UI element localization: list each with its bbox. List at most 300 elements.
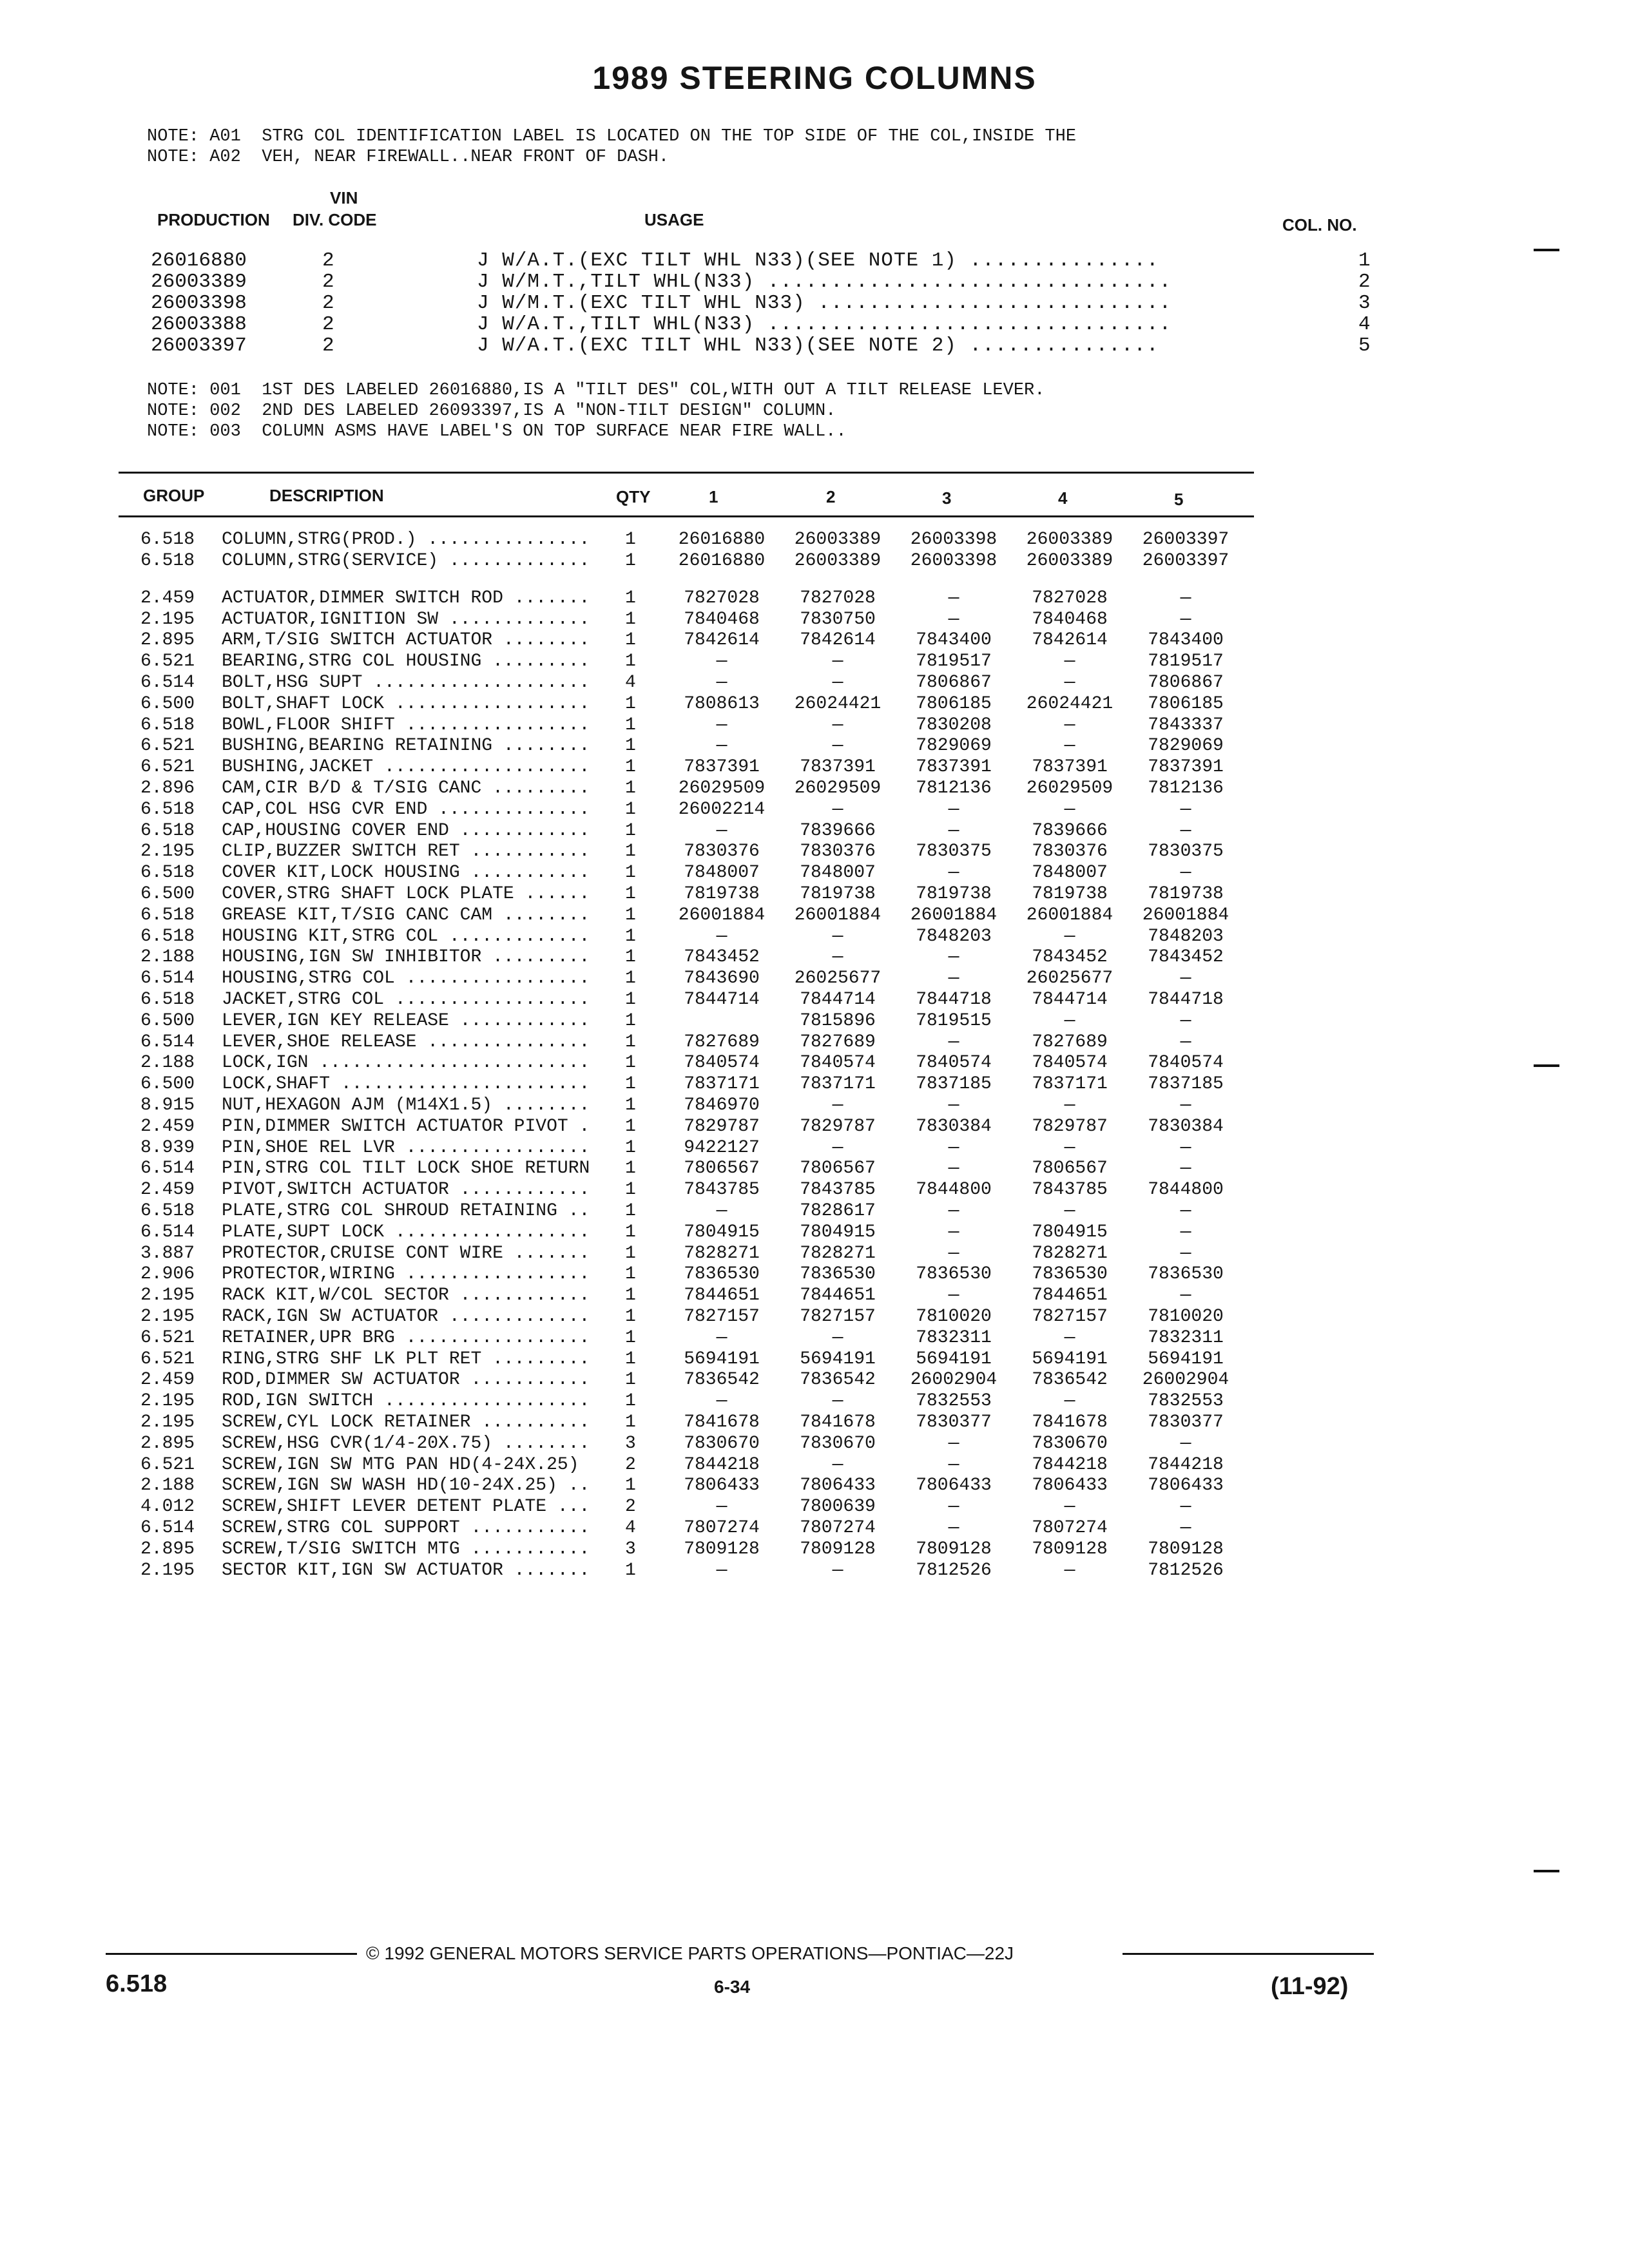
part-group: 6.500 — [140, 693, 195, 714]
part-description: ROD,DIMMER SW ACTUATOR ........... — [222, 1370, 590, 1390]
part-col-4: 26001884 — [1026, 905, 1113, 925]
part-group: 6.500 — [140, 1010, 195, 1031]
part-col-5: 7840574 — [1148, 1053, 1224, 1073]
part-col-1: 7836542 — [684, 1370, 760, 1390]
usage-header-col-no: COL. NO. — [1282, 215, 1357, 235]
part-group: 6.518 — [140, 530, 195, 550]
table-row — [0, 715, 1629, 736]
usage-div-code: 2 — [322, 313, 334, 336]
part-col-3: — — [948, 1095, 959, 1115]
part-col-1: 7843690 — [684, 968, 760, 989]
table-row — [0, 1095, 1629, 1116]
part-col-2: 7827028 — [800, 588, 876, 608]
part-col-4: — — [1064, 736, 1075, 756]
part-col-1: 9422127 — [684, 1137, 760, 1158]
part-col-5: 7844718 — [1148, 990, 1224, 1010]
usage-col-no: 2 — [1358, 271, 1371, 293]
part-qty: 1 — [625, 530, 636, 550]
part-col-2: — — [832, 1137, 843, 1158]
part-qty: 1 — [625, 757, 636, 778]
part-qty: 1 — [625, 1201, 636, 1221]
part-description: HOUSING,IGN SW INHIBITOR ......... — [222, 947, 590, 968]
part-description: BOWL,FLOOR SHIFT ................. — [222, 715, 590, 735]
part-qty: 1 — [625, 1095, 636, 1115]
part-col-4: 7819738 — [1032, 884, 1108, 904]
part-col-5: 26003397 — [1142, 550, 1229, 571]
table-row — [0, 841, 1629, 862]
part-col-2: 7829787 — [800, 1116, 876, 1137]
table-row — [0, 1433, 1629, 1454]
part-col-2: 7827689 — [800, 1032, 876, 1052]
part-qty: 1 — [625, 1370, 636, 1390]
part-description: SECTOR KIT,IGN SW ACTUATOR ....... — [222, 1560, 590, 1581]
part-description: SCREW,CYL LOCK RETAINER .......... — [222, 1412, 590, 1432]
table-row — [0, 968, 1629, 989]
part-col-2: 5694191 — [800, 1349, 876, 1369]
part-col-5: — — [1180, 609, 1191, 629]
part-group: 6.518 — [140, 863, 195, 883]
part-group: 2.895 — [140, 1539, 195, 1559]
part-group: 6.518 — [140, 926, 195, 947]
part-qty: 1 — [625, 1180, 636, 1200]
part-col-1: — — [716, 1391, 728, 1412]
col-header-qty: QTY — [616, 487, 651, 506]
part-description: ACTUATOR,DIMMER SWITCH ROD ....... — [222, 588, 590, 608]
part-qty: 2 — [625, 1497, 636, 1517]
part-col-4: 7827028 — [1032, 588, 1108, 608]
part-description: HOUSING KIT,STRG COL ............. — [222, 926, 590, 947]
part-qty: 1 — [625, 799, 636, 820]
part-col-4: — — [1064, 1137, 1075, 1158]
table-row — [0, 1517, 1629, 1539]
part-col-2: 7842614 — [800, 630, 876, 651]
part-group: 4.012 — [140, 1497, 195, 1517]
part-col-2: 26024421 — [794, 693, 882, 714]
part-qty: 1 — [625, 1560, 636, 1581]
part-col-1: 7829787 — [684, 1116, 760, 1137]
part-col-2: — — [832, 1327, 843, 1348]
table-row — [0, 1412, 1629, 1433]
part-col-4: 7840574 — [1032, 1053, 1108, 1073]
part-col-5: 7843452 — [1148, 947, 1224, 968]
table-row — [0, 1369, 1629, 1390]
part-qty: 1 — [625, 1412, 636, 1432]
part-col-5: 26003397 — [1142, 530, 1229, 550]
part-col-4: — — [1064, 1560, 1075, 1581]
part-col-3: — — [948, 1433, 959, 1454]
part-description: PIN,STRG COL TILT LOCK SHOE RETURN — [222, 1158, 590, 1179]
part-col-2: 7828617 — [800, 1201, 876, 1221]
part-qty: 1 — [625, 1032, 636, 1052]
part-qty: 1 — [625, 1137, 636, 1158]
part-description: PROTECTOR,CRUISE CONT WIRE ....... — [222, 1243, 590, 1264]
part-description: RETAINER,UPR BRG ................. — [222, 1327, 590, 1348]
part-qty: 1 — [625, 1349, 636, 1369]
usage-row — [0, 335, 1629, 356]
part-col-2: 7800639 — [800, 1497, 876, 1517]
part-col-3: — — [948, 1454, 959, 1475]
part-col-4: 7836542 — [1032, 1370, 1108, 1390]
part-col-5: 7844218 — [1148, 1454, 1224, 1475]
part-col-1: 7819738 — [684, 884, 760, 904]
part-col-2: 7804915 — [800, 1222, 876, 1242]
part-qty: 1 — [625, 841, 636, 862]
part-description: BUSHING,BEARING RETAINING ........ — [222, 736, 590, 756]
part-col-5: 7806867 — [1148, 673, 1224, 693]
part-col-5: 7819738 — [1148, 884, 1224, 904]
part-col-4: 26024421 — [1026, 693, 1113, 714]
part-col-2: — — [832, 736, 843, 756]
part-description: PLATE,SUPT LOCK .................. — [222, 1222, 590, 1242]
part-col-1: 7827157 — [684, 1307, 760, 1327]
part-col-2: 26003389 — [794, 550, 882, 571]
table-row — [0, 1560, 1629, 1581]
part-col-4: 7807274 — [1032, 1518, 1108, 1538]
col-header-5: 5 — [1174, 490, 1184, 509]
part-col-3: 26002904 — [910, 1370, 998, 1390]
part-group: 6.518 — [140, 1201, 195, 1221]
table-row — [0, 609, 1629, 630]
usage-col-no: 4 — [1358, 313, 1371, 336]
part-col-4: 26029509 — [1026, 778, 1113, 798]
usage-production-code: 26003388 — [151, 313, 247, 336]
table-row — [0, 1539, 1629, 1560]
table-row — [0, 529, 1629, 550]
part-col-4: 7806567 — [1032, 1158, 1108, 1179]
part-group: 2.459 — [140, 588, 195, 608]
table-row — [0, 1327, 1629, 1349]
table-row — [0, 778, 1629, 799]
part-col-4: — — [1064, 673, 1075, 693]
part-col-4: 7841678 — [1032, 1412, 1108, 1432]
part-col-4: 7809128 — [1032, 1539, 1108, 1559]
part-group: 2.195 — [140, 1307, 195, 1327]
part-col-3: — — [948, 1518, 959, 1538]
part-col-1: 7843785 — [684, 1180, 760, 1200]
part-col-4: 7827157 — [1032, 1307, 1108, 1327]
part-col-4: 7840468 — [1032, 609, 1108, 629]
usage-production-code: 26016880 — [151, 249, 247, 272]
part-group: 6.514 — [140, 1518, 195, 1538]
part-group: 6.518 — [140, 990, 195, 1010]
part-group: 2.459 — [140, 1116, 195, 1137]
usage-div-code: 2 — [322, 292, 334, 314]
part-col-4: 5694191 — [1032, 1349, 1108, 1369]
part-col-5: 7832553 — [1148, 1391, 1224, 1412]
part-col-1: 7809128 — [684, 1539, 760, 1559]
part-description: PROTECTOR,WIRING ................. — [222, 1264, 590, 1285]
part-col-2: 7828271 — [800, 1243, 876, 1264]
part-col-1: — — [716, 715, 728, 735]
part-col-4: — — [1064, 715, 1075, 735]
part-description: COVER,STRG SHAFT LOCK PLATE ...... — [222, 884, 590, 904]
table-top-rule — [119, 472, 1254, 474]
part-qty: 1 — [625, 1053, 636, 1073]
part-qty: 1 — [625, 1475, 636, 1496]
part-col-1: 7836530 — [684, 1264, 760, 1285]
part-qty: 1 — [625, 715, 636, 735]
usage-header-vin: VIN — [330, 188, 358, 207]
part-col-4: — — [1064, 1095, 1075, 1115]
part-col-3: — — [948, 609, 959, 629]
part-description: ROD,IGN SWITCH ................... — [222, 1391, 590, 1412]
part-col-4: — — [1064, 799, 1075, 820]
part-col-4: 7844218 — [1032, 1454, 1108, 1475]
usage-col-no: 5 — [1358, 334, 1371, 357]
part-qty: 1 — [625, 968, 636, 989]
table-row — [0, 1349, 1629, 1370]
part-col-1: — — [716, 926, 728, 947]
part-col-1: 7807274 — [684, 1518, 760, 1538]
part-description: SCREW,IGN SW MTG PAN HD(4-24X.25) — [222, 1454, 579, 1475]
part-col-5: 7844800 — [1148, 1180, 1224, 1200]
part-col-5: — — [1180, 820, 1191, 841]
part-col-1: 7842614 — [684, 630, 760, 651]
part-group: 2.896 — [140, 778, 195, 798]
part-description: LOCK,SHAFT ....................... — [222, 1074, 590, 1095]
part-col-1: — — [716, 1201, 728, 1221]
part-col-1: — — [716, 820, 728, 841]
part-col-5: 7843400 — [1148, 630, 1224, 651]
part-col-5: — — [1180, 1032, 1191, 1052]
part-group: 8.939 — [140, 1137, 195, 1158]
part-qty: 1 — [625, 1264, 636, 1285]
part-col-2: — — [832, 715, 843, 735]
part-description: SCREW,STRG COL SUPPORT ........... — [222, 1518, 590, 1538]
part-col-1: 5694191 — [684, 1349, 760, 1369]
part-col-2: 7827157 — [800, 1307, 876, 1327]
usage-header-div-code: DIV. CODE — [293, 210, 377, 229]
part-qty: 4 — [625, 1518, 636, 1538]
table-row — [0, 693, 1629, 715]
part-description: LEVER,IGN KEY RELEASE ............ — [222, 1010, 590, 1031]
part-description: SCREW,SHIFT LEVER DETENT PLATE ... — [222, 1497, 590, 1517]
part-col-4: 7827689 — [1032, 1032, 1108, 1052]
part-qty: 1 — [625, 947, 636, 968]
table-row — [0, 1454, 1629, 1475]
part-qty: 1 — [625, 905, 636, 925]
part-col-2: — — [832, 1560, 843, 1581]
usage-description: J W/A.T.(EXC TILT WHL N33)(SEE NOTE 1) ............... — [477, 249, 1159, 272]
part-col-5: — — [1180, 863, 1191, 883]
page-title: 1989 STEERING COLUMNS — [592, 60, 1037, 96]
part-col-1: 26016880 — [678, 550, 766, 571]
part-description: PLATE,STRG COL SHROUD RETAINING .. — [222, 1201, 590, 1221]
part-col-2: 7819738 — [800, 884, 876, 904]
footer-copyright: © 1992 GENERAL MOTORS SERVICE PARTS OPERATIONS—PONTIAC—22J — [366, 1943, 1014, 1963]
table-row — [0, 1390, 1629, 1412]
part-description: BOLT,SHAFT LOCK .................. — [222, 693, 590, 714]
part-col-5: — — [1180, 588, 1191, 608]
part-col-2: 7806433 — [800, 1475, 876, 1496]
part-col-4: — — [1064, 1010, 1075, 1031]
part-col-1: 7828271 — [684, 1243, 760, 1264]
part-col-4: 26025677 — [1026, 968, 1113, 989]
part-col-3: 7837185 — [916, 1074, 992, 1095]
part-col-3: 7819517 — [916, 651, 992, 672]
part-col-3: 7806867 — [916, 673, 992, 693]
part-qty: 1 — [625, 1243, 636, 1264]
table-row — [0, 1137, 1629, 1158]
part-description: PIN,SHOE REL LVR ................. — [222, 1137, 590, 1158]
part-group: 6.521 — [140, 736, 195, 756]
part-col-5: — — [1180, 1158, 1191, 1179]
part-description: COLUMN,STRG(SERVICE) ............. — [222, 550, 590, 571]
part-col-3: — — [948, 1158, 959, 1179]
table-row — [0, 820, 1629, 841]
usage-description: J W/A.T.,TILT WHL(N33) ................................ — [477, 313, 1172, 336]
table-row — [0, 799, 1629, 820]
part-col-5: 7806433 — [1148, 1475, 1224, 1496]
table-row — [0, 947, 1629, 968]
part-col-4: — — [1064, 1201, 1075, 1221]
part-col-1: 7844651 — [684, 1285, 760, 1306]
part-group: 6.521 — [140, 1454, 195, 1475]
part-col-5: 7830375 — [1148, 841, 1224, 862]
part-col-1: 7843452 — [684, 947, 760, 968]
part-description: RACK KIT,W/COL SECTOR ............ — [222, 1285, 590, 1306]
part-col-1: 7846970 — [684, 1095, 760, 1115]
usage-div-code: 2 — [322, 249, 334, 272]
table-row — [0, 629, 1629, 651]
table-row — [0, 588, 1629, 609]
part-description: LOCK,IGN ......................... — [222, 1053, 590, 1073]
part-col-2: — — [832, 673, 843, 693]
part-col-1: — — [716, 651, 728, 672]
part-description: ACTUATOR,IGNITION SW ............. — [222, 609, 590, 629]
part-qty: 4 — [625, 673, 636, 693]
table-row — [0, 1200, 1629, 1222]
part-col-1: 7841678 — [684, 1412, 760, 1432]
part-description: SCREW,HSG CVR(1/4-20X.75) ........ — [222, 1433, 590, 1454]
part-description: COVER KIT,LOCK HOUSING ........... — [222, 863, 590, 883]
part-col-1: 7830376 — [684, 841, 760, 862]
usage-col-no: 3 — [1358, 292, 1371, 314]
part-col-2: — — [832, 1454, 843, 1475]
part-col-1: 7837171 — [684, 1074, 760, 1095]
part-description: SCREW,IGN SW WASH HD(10-24X.25) .. — [222, 1475, 590, 1496]
part-col-1: 26016880 — [678, 530, 766, 550]
col-header-2: 2 — [826, 487, 836, 506]
part-col-2: 7837171 — [800, 1074, 876, 1095]
part-col-5: 26001884 — [1142, 905, 1229, 925]
part-group: 2.906 — [140, 1264, 195, 1285]
margin-tick — [1534, 249, 1559, 251]
part-col-3: — — [948, 1032, 959, 1052]
part-col-4: 7848007 — [1032, 863, 1108, 883]
table-row — [0, 1158, 1629, 1179]
col-header-description: DESCRIPTION — [269, 486, 384, 505]
col-header-1: 1 — [709, 487, 718, 506]
footer-rule-left — [106, 1953, 357, 1955]
part-col-4: 7830670 — [1032, 1433, 1108, 1454]
part-col-5: — — [1180, 1222, 1191, 1242]
note-003: NOTE: 003 COLUMN ASMS HAVE LABEL'S ON TOP SURFACE NEAR FIRE WALL.. — [147, 422, 847, 441]
top-note-a02: NOTE: A02 VEH, NEAR FIREWALL..NEAR FRONT OF DASH. — [147, 148, 670, 167]
part-group: 6.514 — [140, 1032, 195, 1052]
part-col-5: 7810020 — [1148, 1307, 1224, 1327]
part-col-3: — — [948, 820, 959, 841]
part-col-4: 7804915 — [1032, 1222, 1108, 1242]
table-row — [0, 1306, 1629, 1327]
part-qty: 1 — [625, 1307, 636, 1327]
part-col-2: 7839666 — [800, 820, 876, 841]
part-col-3: — — [948, 588, 959, 608]
part-col-5: 7837391 — [1148, 757, 1224, 778]
part-col-2: — — [832, 651, 843, 672]
usage-div-code: 2 — [322, 334, 334, 357]
usage-header-production: PRODUCTION — [157, 210, 270, 229]
part-qty: 1 — [625, 926, 636, 947]
part-col-5: 7848203 — [1148, 926, 1224, 947]
part-description: JACKET,STRG COL .................. — [222, 990, 590, 1010]
part-qty: 1 — [625, 1074, 636, 1095]
part-group: 6.518 — [140, 550, 195, 571]
part-col-4: 7844651 — [1032, 1285, 1108, 1306]
part-col-3: — — [948, 1137, 959, 1158]
table-row — [0, 1032, 1629, 1053]
part-col-3: 7806433 — [916, 1475, 992, 1496]
part-col-1: 26001884 — [678, 905, 766, 925]
part-col-5: 7830377 — [1148, 1412, 1224, 1432]
top-note-a01: NOTE: A01 STRG COL IDENTIFICATION LABEL IS LOCATED ON THE TOP SIDE OF THE COL,INSIDE THE — [147, 127, 1077, 146]
part-col-5: 7836530 — [1148, 1264, 1224, 1285]
part-col-1: 7830670 — [684, 1433, 760, 1454]
col-header-4: 4 — [1058, 488, 1068, 508]
table-row — [0, 883, 1629, 905]
part-qty: 1 — [625, 863, 636, 883]
usage-production-code: 26003397 — [151, 334, 247, 357]
part-col-1: 7837391 — [684, 757, 760, 778]
usage-row — [0, 314, 1629, 335]
part-col-3: 7812526 — [916, 1560, 992, 1581]
part-group: 6.521 — [140, 757, 195, 778]
part-col-1: 7827028 — [684, 588, 760, 608]
part-col-5: — — [1180, 799, 1191, 820]
part-col-2: 7809128 — [800, 1539, 876, 1559]
part-col-5: 7829069 — [1148, 736, 1224, 756]
part-description: CAP,HOUSING COVER END ............ — [222, 820, 590, 841]
part-col-3: 7806185 — [916, 693, 992, 714]
part-qty: 1 — [625, 990, 636, 1010]
table-row — [0, 1052, 1629, 1073]
part-col-4: — — [1064, 651, 1075, 672]
table-row — [0, 862, 1629, 883]
part-group: 6.521 — [140, 1349, 195, 1369]
part-col-2: 7815896 — [800, 1010, 876, 1031]
part-col-4: 7844714 — [1032, 990, 1108, 1010]
part-col-5: — — [1180, 968, 1191, 989]
table-row — [0, 1010, 1629, 1032]
part-col-3: — — [948, 1201, 959, 1221]
table-row — [0, 1264, 1629, 1285]
part-col-3: 7844718 — [916, 990, 992, 1010]
part-col-3: — — [948, 799, 959, 820]
part-qty: 1 — [625, 820, 636, 841]
part-description: RING,STRG SHF LK PLT RET ......... — [222, 1349, 590, 1369]
part-description: PIVOT,SWITCH ACTUATOR ............ — [222, 1180, 590, 1200]
part-col-3: 7809128 — [916, 1539, 992, 1559]
table-row — [0, 989, 1629, 1010]
part-description: CLIP,BUZZER SWITCH RET ........... — [222, 841, 590, 862]
part-qty: 1 — [625, 1010, 636, 1031]
part-col-3: — — [948, 947, 959, 968]
part-col-4: 7837391 — [1032, 757, 1108, 778]
part-col-2: 7844714 — [800, 990, 876, 1010]
table-row — [0, 1073, 1629, 1095]
part-qty: 1 — [625, 651, 636, 672]
col-header-3: 3 — [942, 488, 952, 508]
